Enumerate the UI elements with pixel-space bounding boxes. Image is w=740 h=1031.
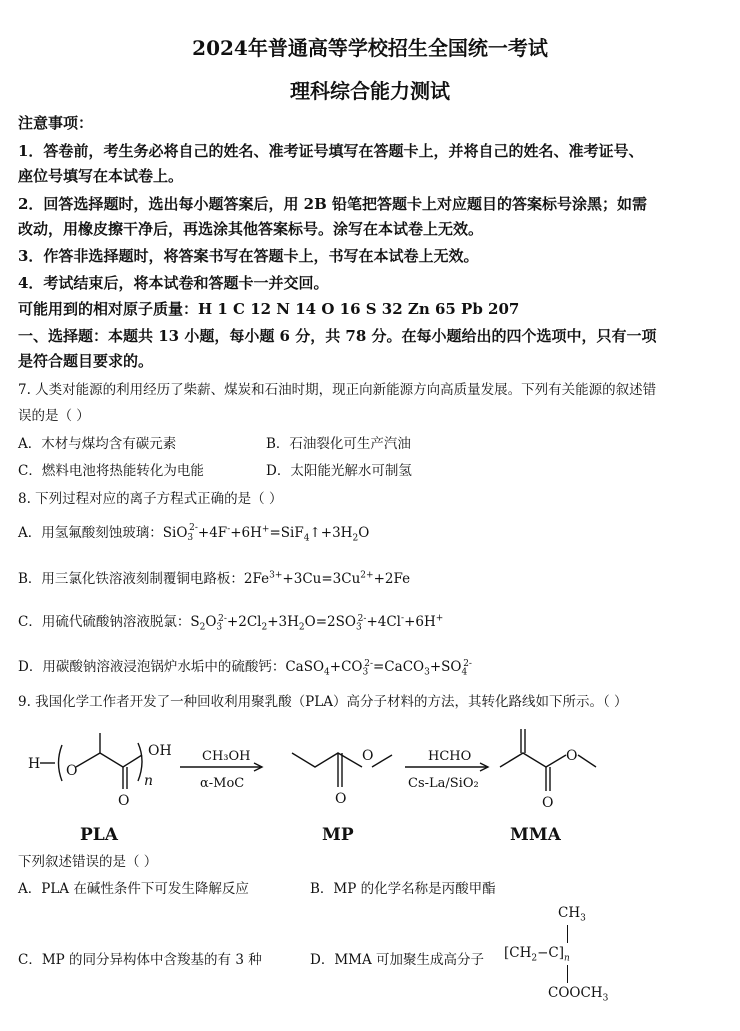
q9-option-a: A．PLA 在碱性条件下可发生降解反应 — [18, 881, 249, 897]
notice-heading: 注意事项： — [18, 114, 94, 132]
mma-methoxy-bond — [578, 755, 596, 767]
notice-item-3: 3．作答非选择题时，将答案书写在答题卡上，书写在本试卷上无效。 — [18, 247, 479, 265]
pla-h-atom: H — [28, 756, 41, 772]
pmma-backbone: $[CH_2-C]_n$ — [504, 945, 570, 964]
section-heading-line-2: 是符合题目要求的。 — [18, 352, 154, 370]
q9-option-d: D．MMA 可加聚生成高分子 — [310, 952, 485, 968]
pla-ch-c-bond — [100, 753, 123, 767]
q8-option-c — [18, 610, 443, 633]
atomic-mass-list: 可能用到的相对原子质量：H 1 C 12 N 14 O 16 S 32 Zn 65 Pb 207 — [18, 300, 520, 318]
q8-option-b-equation: $2Fe^{3+}+3Cu=3Cu^{2+}+2Fe$ — [243, 570, 411, 587]
pla-right-bracket — [138, 743, 142, 781]
pmma-ch3: $CH_3$ — [558, 905, 586, 924]
q7-option-a: A．木材与煤均含有碳元素 — [18, 436, 177, 452]
pla-oh-group: OH — [148, 743, 172, 759]
mp-ester-o-atom: O — [362, 748, 374, 764]
q8-stem: 8. 下列过程对应的离子方程式正确的是（ ） — [18, 491, 283, 507]
pmma-cooch3: $COOCH_3$ — [548, 985, 609, 1004]
q8-option-a — [18, 521, 369, 544]
q7-option-c: C．燃料电池将热能转化为电能 — [18, 463, 204, 479]
mma-ester-bond — [546, 755, 566, 767]
pla-o-atom: O — [66, 763, 78, 779]
reagent-1-bottom: α-MoC — [200, 776, 245, 791]
pla-c-bracket-bond — [123, 755, 142, 767]
q8-option-c-label: C．用硫代硫酸钠溶液脱氯： — [18, 614, 191, 630]
q8-option-d-label: D．用碳酸钠溶液浸泡锅炉水垢中的硫酸钙： — [18, 659, 286, 675]
pmma-upper-bond — [567, 925, 568, 943]
mma-ester-o-atom: O — [566, 748, 578, 764]
mma-carbonyl-o-atom: O — [542, 795, 554, 811]
mma-skeleton — [500, 753, 546, 767]
mp-label: MP — [322, 825, 354, 845]
mp-carbonyl-o-atom: O — [335, 791, 347, 807]
q9-stem: 9. 我国化学工作者开发了一种回收利用聚乳酸（PLA）高分子材料的方法，其转化路线如下所示。（ ） — [18, 694, 628, 710]
q8-option-c-equation: $S_2O_3^{2-}+2Cl_2+3H_2O=2SO_3^{2-}+4Cl^-+6H^+$ — [190, 613, 444, 633]
mp-methoxy-bond — [372, 755, 392, 767]
section-heading-line-1: 一、选择题：本题共 13 小题，每小题 6 分，共 78 分。在每小题给出的四个选项中，只有一项 — [18, 327, 657, 345]
pla-left-bracket — [59, 745, 63, 781]
q7-option-d: D．太阳能光解水可制氢 — [266, 463, 412, 479]
notice-item-4: 4．考试结束后，将本试卷和答题卡一并交回。 — [18, 274, 329, 292]
q9-option-c: C．MP 的同分异构体中含羧基的有 3 种 — [18, 952, 262, 968]
q9-sub-stem: 下列叙述错误的是（ ） — [18, 854, 158, 870]
q7-stem-line-2: 误的是（ ） — [18, 408, 90, 424]
q8-option-b — [18, 567, 410, 587]
pla-label: PLA — [80, 825, 118, 845]
pmma-lower-bond — [567, 965, 568, 983]
mma-label: MMA — [510, 825, 561, 845]
q8-option-b-label: B．用三氯化铁溶液刻制覆铜电路板： — [18, 571, 244, 587]
exam-title: 2024年普通高等学校招生全国统一考试 — [192, 36, 548, 60]
exam-subtitle: 理科综合能力测试 — [290, 79, 450, 103]
q7-stem-line-1: 7. 人类对能源的利用经历了柴薪、煤炭和石油时期，现正向新能源方向高质量发展。下列有关能源的叙述错 — [18, 382, 657, 398]
q8-option-a-label: A．用氢氟酸刻蚀玻璃： — [18, 525, 163, 541]
mp-skeleton — [292, 753, 362, 767]
q8-option-d — [18, 655, 472, 678]
pla-o-ch-bond — [76, 753, 100, 767]
reagent-1-top: CH₃OH — [202, 749, 251, 764]
notice-item-2-line-1: 2．回答选择题时，选出每小题答案后，用 2B 铅笔把答题卡上对应题目的答案标号涂黑；如需 — [18, 195, 648, 213]
pla-carbonyl-o-atom: O — [118, 793, 130, 809]
reagent-2-bottom: Cs-La/SiO₂ — [408, 776, 479, 791]
q7-option-b: B．石油裂化可生产汽油 — [266, 436, 411, 452]
notice-item-1-line-1: 1．答卷前，考生务必将自己的姓名、准考证号填写在答题卡上，并将自己的姓名、准考证号、 — [18, 142, 644, 160]
q8-option-d-equation: $CaSO_4+CO_3^{2-}=CaCO_3+SO_4^{2-}$ — [285, 658, 472, 678]
notice-item-2-line-2: 改动，用橡皮擦干净后，再选涂其他答案标号。涂写在本试卷上无效。 — [18, 220, 484, 238]
notice-item-1-line-2: 座位号填写在本试卷上。 — [18, 167, 184, 185]
reagent-2-top: HCHO — [428, 749, 472, 764]
pla-n-subscript: n — [144, 773, 154, 789]
q9-option-b: B．MP 的化学名称是丙酸甲酯 — [310, 881, 496, 897]
pmma-structure — [500, 905, 635, 1005]
reaction-scheme — [0, 725, 740, 850]
q8-option-a-equation: $SiO_3^{2-}+4F^-+6H^+=SiF_4↑+3H_2O$ — [162, 523, 370, 544]
